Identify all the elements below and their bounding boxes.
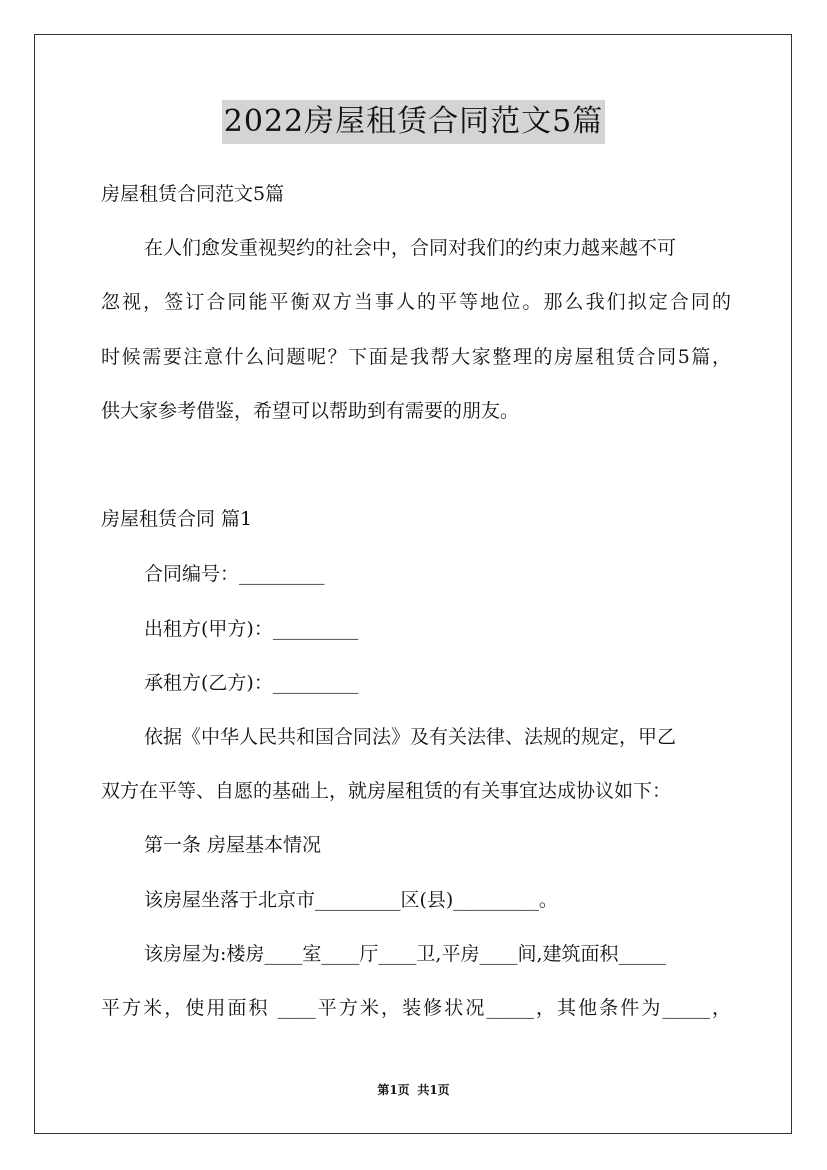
basis-line-1: 依据《中华人民共和国合同法》及有关法律、法规的规定，甲乙 <box>144 726 677 748</box>
location-line: 该房屋坐落于北京市_________区(县)_________。 <box>144 889 558 911</box>
lessee-line: 承租方(乙方)：_________ <box>144 672 359 694</box>
contract-number: 合同编号：_________ <box>144 563 325 585</box>
page-total: 共1页 <box>417 1083 450 1097</box>
layout-line-1: 该房屋为:楼房____室____厅____卫,平房____间,建筑面积_____ <box>144 943 666 965</box>
page-number: 第1页 <box>377 1083 410 1097</box>
document-title-wrapper <box>0 100 827 144</box>
intro-line-2: 忽视，签订合同能平衡双方当事人的平等地位。那么我们拟定合同的 <box>101 291 731 313</box>
layout-line-2: 平方米，使用面积 ____平方米，装修状况_____，其他条件为_____， <box>101 997 731 1019</box>
document-subtitle: 房屋租赁合同范文5篇 <box>101 183 285 205</box>
intro-line-1: 在人们愈发重视契约的社会中，合同对我们的约束力越来越不可 <box>144 237 677 259</box>
lessor-line: 出租方(甲方)：_________ <box>144 618 359 640</box>
section-heading: 房屋租赁合同 篇1 <box>101 508 253 530</box>
page-footer <box>0 1082 827 1098</box>
intro-line-4: 供大家参考借鉴，希望可以帮助到有需要的朋友。 <box>101 400 520 422</box>
intro-line-3: 时候需要注意什么问题呢？下面是我帮大家整理的房屋租赁合同5篇， <box>101 346 731 368</box>
basis-line-2: 双方在平等、自愿的基础上，就房屋租赁的有关事宜达成协议如下： <box>101 780 672 802</box>
document-title: 2022房屋租赁合同范文5篇 <box>222 100 605 144</box>
article-heading: 第一条 房屋基本情况 <box>144 834 322 856</box>
